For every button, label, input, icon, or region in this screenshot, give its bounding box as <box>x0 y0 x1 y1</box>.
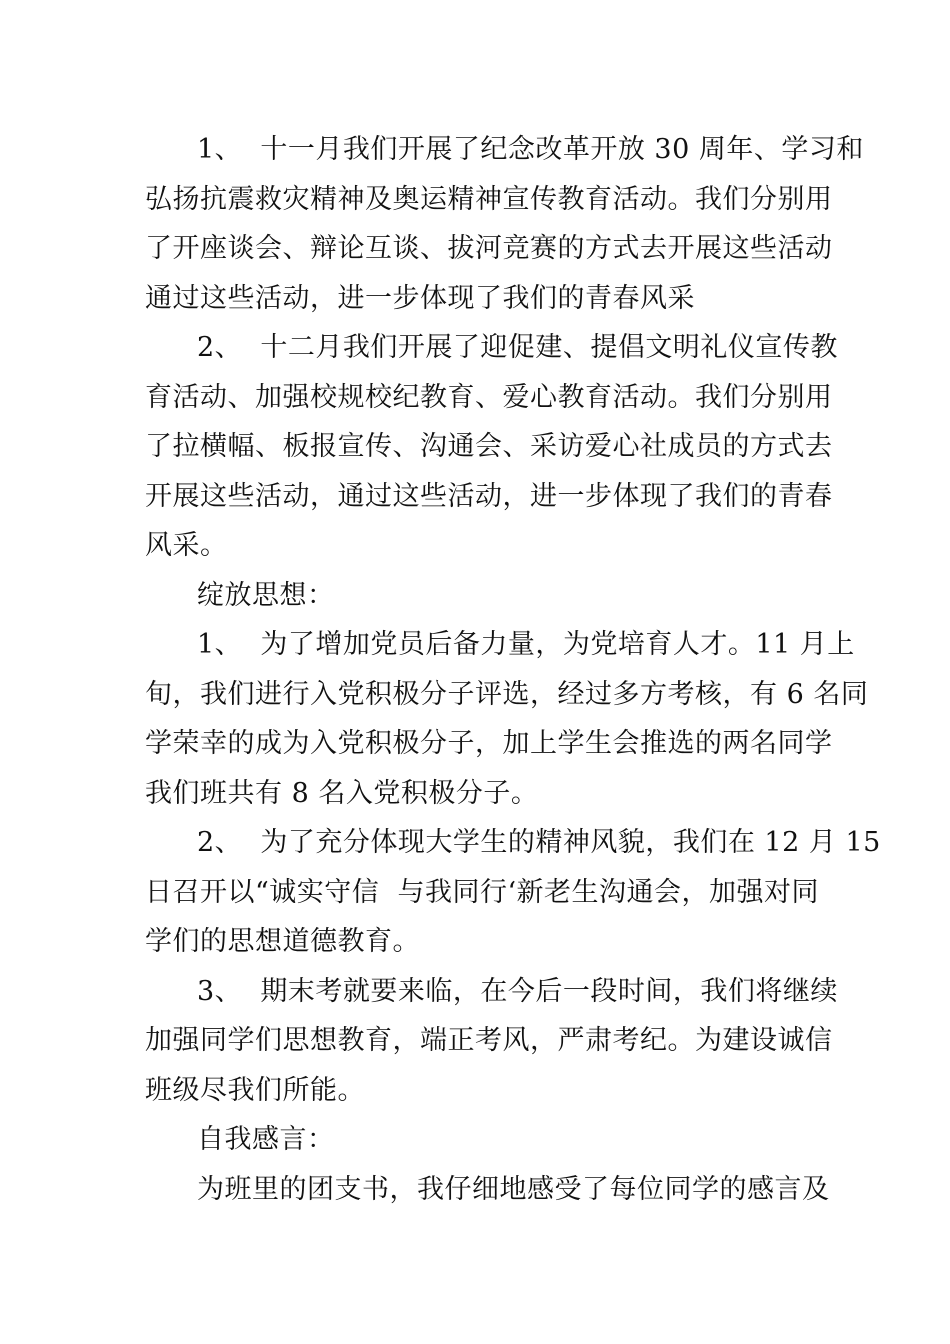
section-heading: 绽放思想： <box>197 580 335 611</box>
text-line: 学们的思想道德教育。 <box>145 926 420 957</box>
text-line: 我们班共有 8 名入党积极分子。 <box>145 778 539 809</box>
text-line: 了拉横幅、板报宣传、沟通会、采访爱心社成员的方式去 <box>145 431 833 462</box>
section-heading: 自我感言： <box>197 1124 335 1155</box>
text-line: 1、 十一月我们开展了纪念改革开放 30 周年、学习和 <box>197 134 864 165</box>
text-line: 通过这些活动，进一步体现了我们的青春风采 <box>145 283 695 314</box>
text-line: 班级尽我们所能。 <box>145 1075 365 1106</box>
text-line: 1、 为了增加党员后备力量，为党培育人才。11 月上 <box>197 629 855 660</box>
text-line: 了开座谈会、辩论互谈、拔河竞赛的方式去开展这些活动 <box>145 233 833 264</box>
text-line: 开展这些活动，通过这些活动，进一步体现了我们的青春 <box>145 481 833 512</box>
text-line: 3、 期末考就要来临，在今后一段时间，我们将继续 <box>197 976 838 1007</box>
text-line: 2、 十二月我们开展了迎促建、提倡文明礼仪宣传教 <box>197 332 838 363</box>
text-line: 育活动、加强校规校纪教育、爱心教育活动。我们分别用 <box>145 382 833 413</box>
text-line: 2、 为了充分体现大学生的精神风貌，我们在 12 月 15 <box>197 827 881 858</box>
text-line: 加强同学们思想教育，端正考风，严肃考纪。为建设诚信 <box>145 1025 833 1056</box>
text-line: 日召开以“诚实守信 与我同行‘新老生沟通会，加强对同 <box>145 877 820 908</box>
text-line: 学荣幸的成为入党积极分子，加上学生会推选的两名同学 <box>145 728 833 759</box>
text-line: 弘扬抗震救灾精神及奥运精神宣传教育活动。我们分别用 <box>145 184 833 215</box>
text-line: 为班里的团支书，我仔细地感受了每位同学的感言及 <box>197 1174 830 1205</box>
text-line: 风采。 <box>145 530 228 561</box>
text-line: 旬，我们进行入党积极分子评选，经过多方考核，有 6 名同 <box>145 679 869 710</box>
